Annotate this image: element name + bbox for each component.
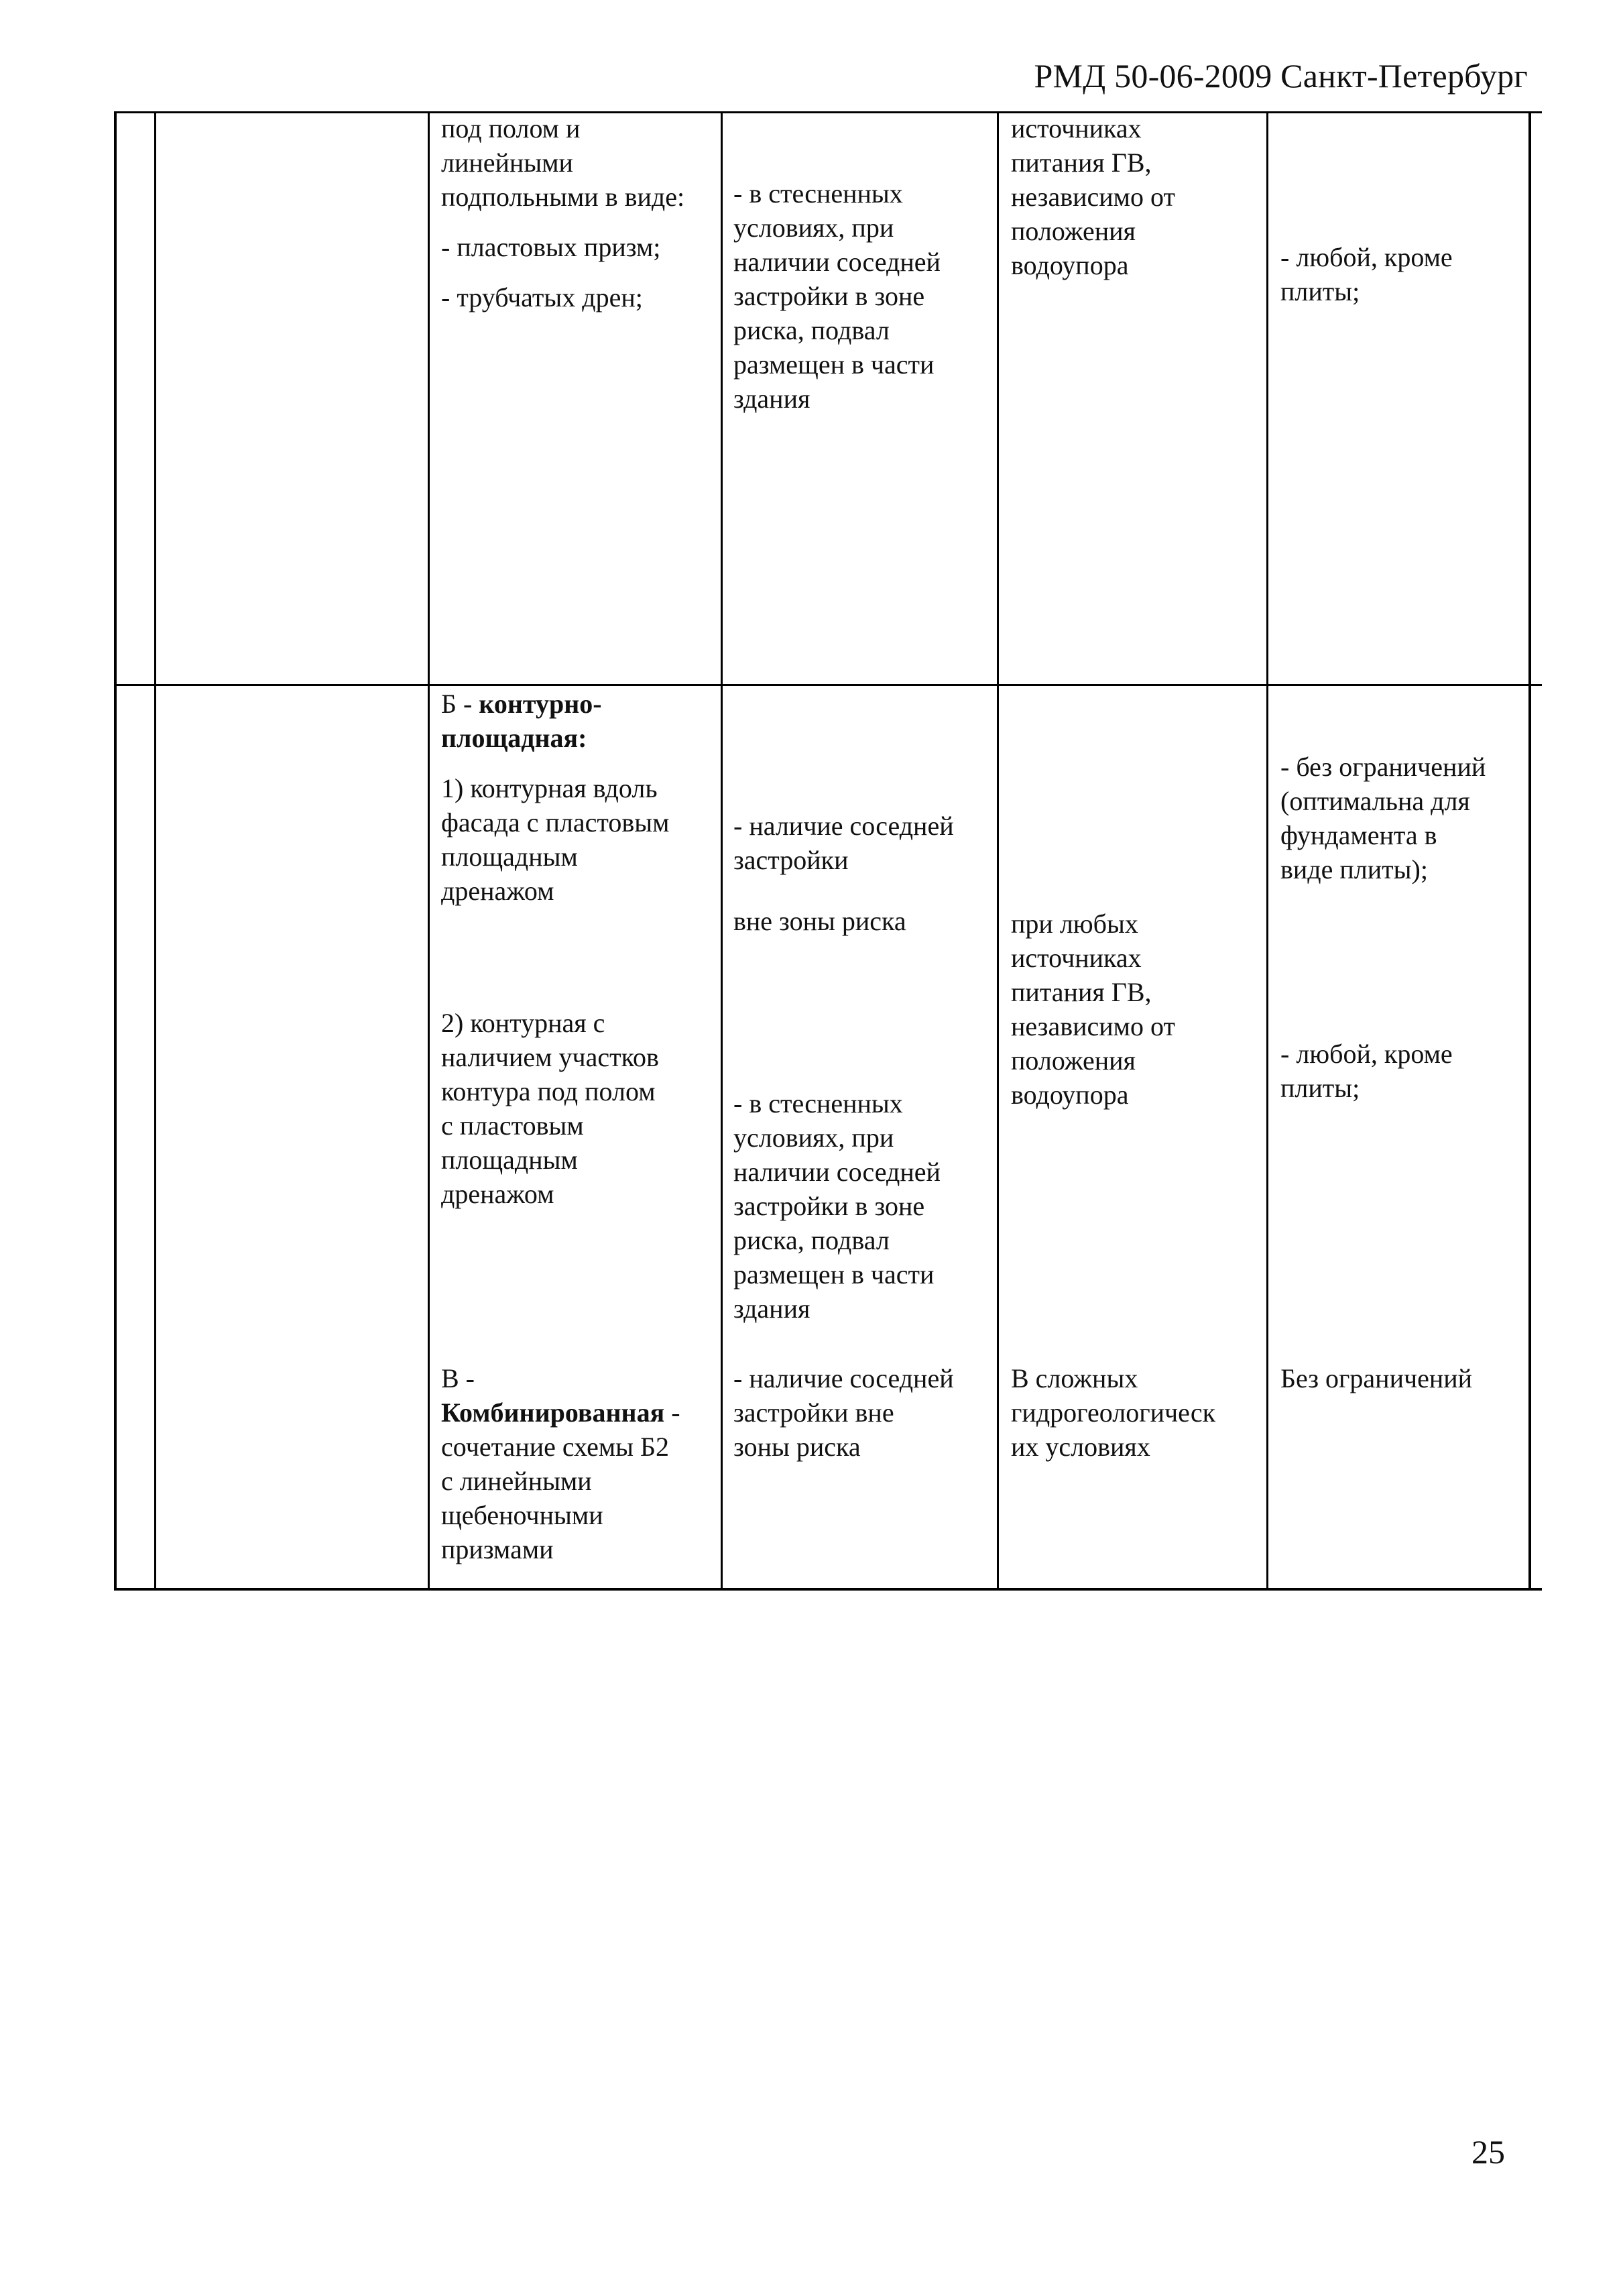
row2-scheme-title: [441, 687, 716, 721]
row2-scheme-item1-line: площадным: [441, 842, 578, 872]
page-number: 25: [1471, 2133, 1505, 2171]
row1-scheme-line: подпольными в виде:: [441, 182, 685, 212]
row2-scheme-item2-line: площадным: [441, 1145, 578, 1175]
row2-conditions-cell: [733, 809, 995, 938]
document-header: РМД 50-06-2009 Санкт-Петербург: [1034, 57, 1528, 95]
column-line-6: [1528, 111, 1531, 1591]
row2-conditions2-line: наличии соседней: [733, 1157, 941, 1187]
row3-scheme-line: щебеночными: [441, 1500, 603, 1530]
row1-conditions-line: здания: [733, 384, 810, 414]
row1-conditions-line: риска, подвал: [733, 315, 890, 345]
row2-foundation1-line: виде плиты);: [1280, 854, 1428, 884]
row1-foundation-line: плиты;: [1280, 276, 1360, 306]
row1-scheme-item: - трубчатых дрен;: [441, 282, 643, 312]
column-line-2: [428, 111, 430, 1591]
row1-conditions-line: размещен в части: [733, 349, 935, 380]
row2-foundation-cell-2: [1280, 1037, 1527, 1105]
row1-water-cell: [1011, 111, 1264, 282]
row1-scheme-line: линейными: [441, 148, 573, 178]
table-bottom-border: [114, 1588, 1542, 1591]
row1-water-line: питания ГВ,: [1011, 148, 1152, 178]
row2-water-line: независимо от: [1011, 1011, 1175, 1041]
row2-foundation-cell: [1280, 750, 1527, 886]
row3-scheme-title: [441, 1395, 723, 1430]
table-top-border: [114, 111, 1542, 113]
row2-scheme-letter: Б -: [441, 689, 479, 719]
row2-scheme-cell-2: [441, 1006, 716, 1211]
row2-water-line: источниках: [1011, 943, 1142, 973]
row2-scheme-item2-line: контура под полом: [441, 1076, 656, 1106]
row2-foundation2-line: плиты;: [1280, 1073, 1360, 1103]
row2-water-cell: [1011, 907, 1264, 1112]
row2-conditions2-line: здания: [733, 1294, 810, 1324]
row2-water-line: положения: [1011, 1045, 1136, 1076]
row1-scheme-cell: [441, 111, 716, 314]
row1-conditions-line: застройки в зоне: [733, 281, 925, 311]
row1-foundation-line: - любой, кроме: [1280, 242, 1453, 272]
row3-conditions-cell: [733, 1361, 995, 1464]
row2-conditions2-line: застройки в зоне: [733, 1191, 925, 1221]
row2-scheme-title-bold: контурно-: [479, 689, 602, 719]
row2-scheme-item1-line: фасада с пластовым: [441, 807, 670, 838]
row1-foundation-cell: [1280, 240, 1527, 308]
row3-foundation-cell: [1280, 1361, 1527, 1395]
row2-water-line: при любых: [1011, 909, 1138, 939]
row3-scheme-line: сочетание схемы Б2: [441, 1432, 670, 1462]
row1-water-line: независимо от: [1011, 182, 1175, 212]
row2-conditions-cell-2: [733, 1086, 995, 1326]
row3-water-line: их условиях: [1011, 1432, 1150, 1462]
row2-scheme-title-bold-2: площадная:: [441, 723, 587, 753]
row2-water-line: водоупора: [1011, 1080, 1129, 1110]
row3-conditions-line: - наличие соседней: [733, 1363, 954, 1393]
row2-conditions2-line: - в стесненных: [733, 1088, 903, 1118]
row2-foundation1-line: фундамента в: [1280, 820, 1437, 850]
row1-scheme-item: - пластовых призм;: [441, 232, 661, 262]
row1-conditions-cell: [733, 176, 995, 416]
row3-water-cell: [1011, 1361, 1264, 1464]
row3-scheme-letter: В -: [441, 1363, 475, 1393]
row3-conditions-line: застройки вне: [733, 1397, 894, 1428]
column-line-1: [154, 111, 156, 1591]
row3-scheme-line: с линейными: [441, 1466, 592, 1496]
row1-scheme-line: под полом и: [441, 113, 581, 144]
row1-water-line: положения: [1011, 216, 1136, 246]
row2-scheme-item2-line: с пластовым: [441, 1110, 584, 1141]
row2-conditions1-line: застройки: [733, 845, 849, 875]
row2-conditions2-line: риска, подвал: [733, 1225, 890, 1255]
row2-scheme-cell: [441, 687, 716, 908]
row3-water-line: гидрогеологическ: [1011, 1397, 1216, 1428]
column-line-0: [114, 111, 117, 1591]
row3-scheme-line: призмами: [441, 1534, 554, 1564]
row3-scheme-dash: -: [664, 1397, 680, 1428]
row3-scheme-cell: [441, 1361, 723, 1566]
row1-water-line: водоупора: [1011, 250, 1129, 280]
row3-foundation-text: Без ограничений: [1280, 1363, 1473, 1393]
row1-conditions-line: условиях, при: [733, 213, 894, 243]
row3-water-line: В сложных: [1011, 1363, 1138, 1393]
row2-conditions1-line: - наличие соседней: [733, 811, 954, 841]
row2-scheme-item2-line: 2) контурная с: [441, 1008, 605, 1038]
column-line-4: [997, 111, 999, 1591]
row-separator: [114, 684, 1542, 686]
row2-foundation2-line: - любой, кроме: [1280, 1039, 1453, 1069]
row2-conditions2-line: условиях, при: [733, 1123, 894, 1153]
row2-water-line: питания ГВ,: [1011, 977, 1152, 1007]
row1-conditions-line: - в стесненных: [733, 178, 903, 209]
row2-scheme-item1-line: 1) контурная вдоль: [441, 773, 658, 803]
row1-water-line: источниках: [1011, 113, 1142, 144]
row3-conditions-line: зоны риска: [733, 1432, 861, 1462]
row2-conditions1b: вне зоны риска: [733, 906, 906, 936]
row2-scheme-item2-line: дренажом: [441, 1179, 554, 1209]
row2-foundation1-line: (оптимальна для: [1280, 786, 1470, 816]
row3-scheme-title-bold: Комбинированная: [441, 1397, 665, 1428]
column-line-5: [1266, 111, 1268, 1591]
row1-conditions-line: наличии соседней: [733, 247, 941, 277]
row2-scheme-item2-line: наличием участков: [441, 1042, 659, 1072]
row2-scheme-item1-line: дренажом: [441, 876, 554, 906]
row2-foundation1-line: - без ограничений: [1280, 752, 1486, 782]
row2-conditions2-line: размещен в части: [733, 1259, 935, 1289]
